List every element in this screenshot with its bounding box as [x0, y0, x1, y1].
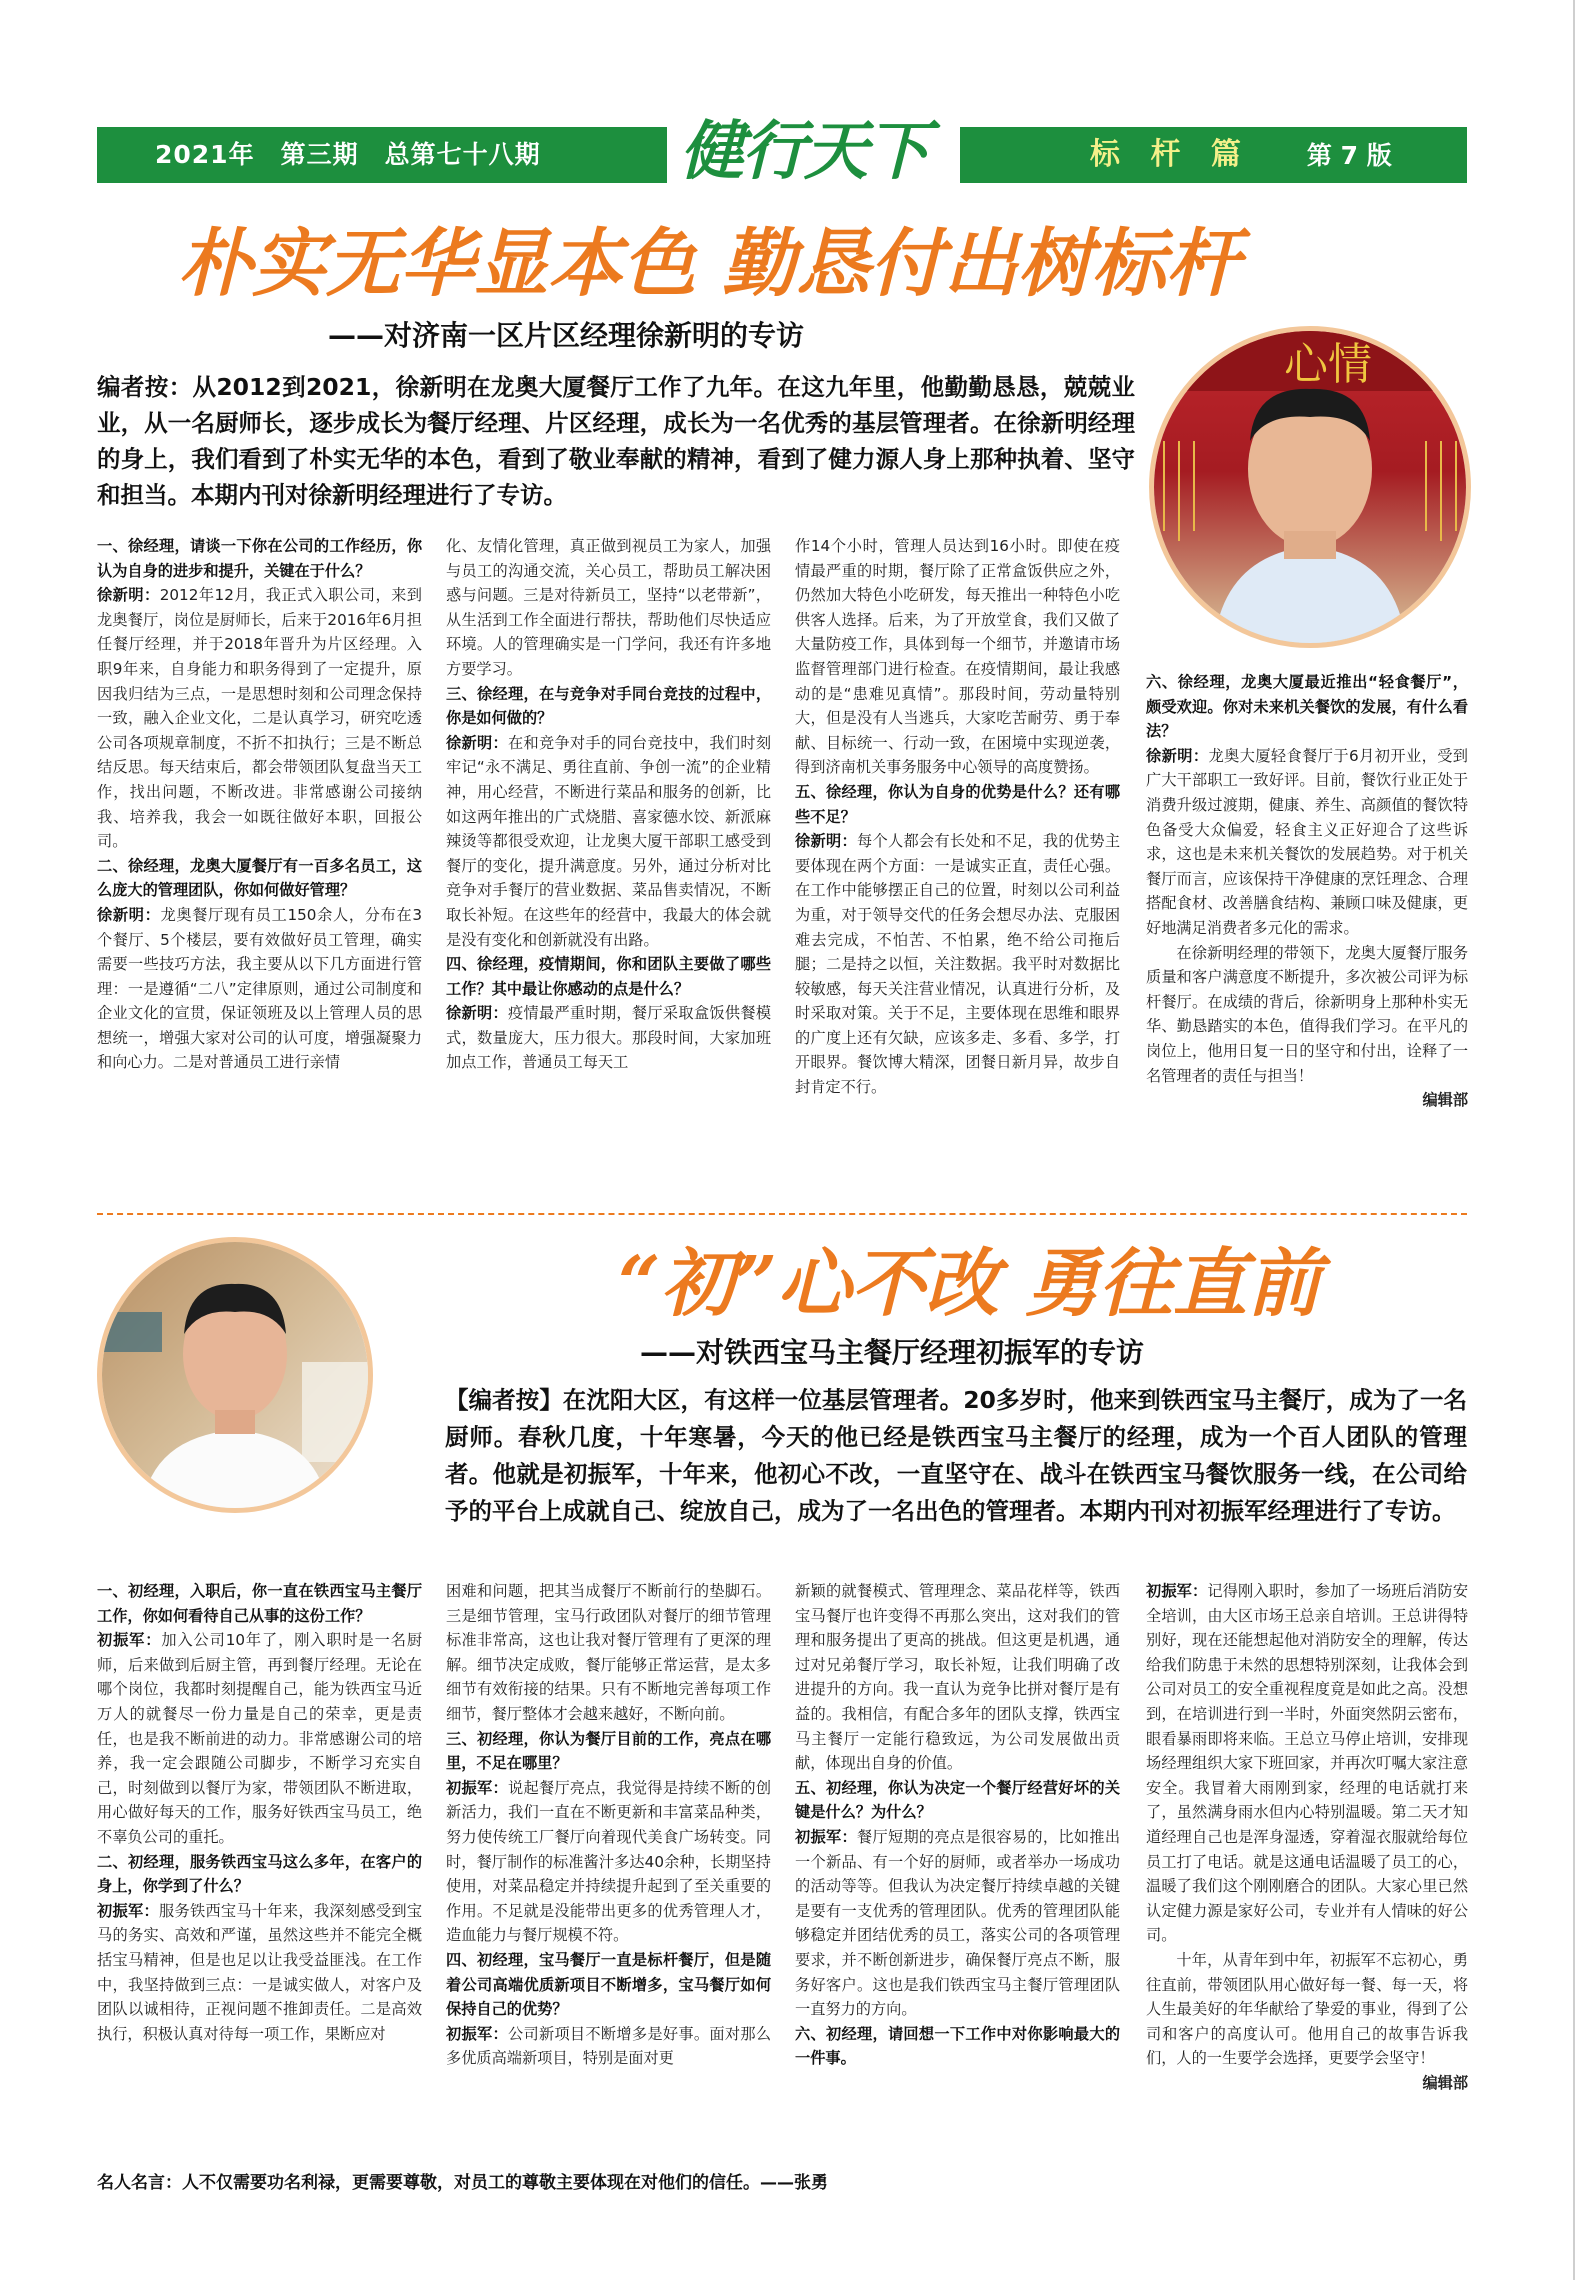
- article2-answer-5: 餐厅短期的亮点是很容易的，比如推出一个新品、有一个好的厨师，或者举办一场成功的活动等等。但我认为决定餐厅持续卓越的关键是要有一支优秀的管理团队。优秀的管理团队能够稳定并团结优秀的员工，落实公司的各项管理要求，并不断创新进步，确保餐厅亮点不断，服务好客户。这也是我们铁西宝马主餐厅管理团队一直努力的方向。: [795, 1827, 1121, 2019]
- article2-answer-1: 加入公司10年了，刚入职时是一名厨师，后来做到后厨主管，再到餐厅经理。无论在哪个岗位，我都时刻提醒自己，能为铁西宝马近万人的就餐尽一份力量是自己的荣幸，更是责任，也是我不断前进的动力。非常感谢公司的培养，我一定会跟随公司脚步，不断学习充实自己，时刻做到以餐厅为家，带领团队不断进取，用心做好每天的工作，服务好铁西宝马员工，绝不辜负公司的重托。: [97, 1631, 423, 1846]
- article1-answer-2-cont: 化、友情化管理，真正做到视员工为家人，加强与员工的沟通交流，关心员工，帮助员工解决困惑与问题。三是对待新员工，坚持“以老带新”，从生活到工作全面进行帮扶，帮助他们尽快适应环境。人的管理确实是一门学问，我还有许多地方要学习。: [446, 537, 771, 678]
- portrait-xu-image: [1154, 331, 1466, 643]
- article2-question-6: 六、初经理，请回想一下工作中对你影响最大的一件事。: [795, 2024, 1120, 2068]
- section-label: 标 杆 篇: [1090, 137, 1251, 172]
- article2-signature: 编辑部: [1422, 2073, 1468, 2092]
- issue-bar: [97, 127, 667, 183]
- section-divider: [97, 1213, 1467, 1215]
- article1-answer-4: 疫情最严重时期，餐厅采取盒饭供餐模式，数量庞大，压力很大。那段时间，大家加班加点工作，普通员工每天工: [446, 1004, 772, 1072]
- article1-speaker: 徐新明：: [1146, 746, 1209, 765]
- article2-answer-2-cont: 困难和问题，把其当成餐厅不断前行的垫脚石。三是细节管理，宝马行政团队对餐厅的细节管理标准非常高，这也让我对餐厅管理有了更深的理解。细节决定成败，餐厅能够正常运营，是太多细节有效衔接的结果。只有不断地完善每项工作细节，餐厅整体才会越来越好，不断向前。: [446, 1582, 771, 1723]
- article1-question-3: 三、徐经理，在与竞争对手同台竞技的过程中，你是如何做的？: [446, 684, 771, 728]
- issue-label: 2021年 第三期 总第七十八期: [155, 140, 541, 169]
- article1-answer-4-cont: 作14个小时，管理人员达到16小时。即使在疫情最严重的时期，餐厅除了正常盒饭供应之外，仍然加大特色小吃研发，每天推出一种特色小吃供客人选择。后来，为了开放堂食，我们又做了大量防疫工作，具体到每一个细节，并邀请市场监督管理部门进行检查。在疫情期间，最让我感动的是“患难见真情”。那段时间，劳动量特别大，但是没有人当逃兵，大家吃苦耐劳、勇于奉献、目标统一、行动一致，在困境中实现逆袭，得到济南机关事务服务中心领导的高度赞扬。: [795, 537, 1120, 777]
- edition-label: 第 7 版: [1306, 141, 1392, 170]
- svg-text:心情: 心情: [1284, 339, 1372, 390]
- article2-speaker: 初振军：: [1146, 1582, 1208, 1600]
- article1-question-5: 五、徐经理，你认为自身的优势是什么？还有哪些不足？: [795, 782, 1120, 826]
- article1-question-2: 二、徐经理，龙奥大厦餐厅有一百多名员工，这么庞大的管理团队，你如何做好管理？: [97, 856, 422, 900]
- article2-answer-2: 服务铁西宝马十年来，我深刻感受到宝马的务实、高效和严谨，虽然这些并不能完全概括宝马精神，但是也足以让我受益匪浅。在工作中，我坚持做到三点：一是诚实做人，对客户及团队以诚相待，正视问题不推卸责任。二是高效执行，积极认真对待每一项工作，果断应对: [97, 1901, 423, 2043]
- article1-speaker: 徐新明：: [795, 832, 857, 851]
- article1-column-2: [446, 534, 771, 1075]
- article1-column-3: [795, 534, 1120, 1100]
- article2-closing: 十年，从青年到中年，初振军不忘初心，勇往直前，带领团队用心做好每一餐、每一天，将人生最美好的年华献给了挚爱的事业，得到了公司和客户的高度认可。他用自己的故事告诉我们，人的一生要学会选择，更要学会坚守！: [1146, 1950, 1468, 2068]
- article1-title: 朴实无华显本色 勤恳付出树标杆: [178, 221, 1240, 307]
- article1-editor-note: 编者按：从2012到2021，徐新明在龙奥大厦餐厅工作了九年。在这九年里，他勤勤恳恳，兢兢业业，从一名厨师长，逐步成长为餐厅经理、片区经理，成长为一名优秀的基层管理者。在徐新明经理的身上，我们看到了朴实无华的本色，看到了敬业奉献的精神，看到了健力源人身上那种执着、坚守和担当。本期内刊对徐新明经理进行了专访。: [97, 373, 1135, 509]
- article2-question-2: 二、初经理，服务铁西宝马这么多年，在客户的身上，你学到了什么？: [97, 1852, 422, 1896]
- article2-title: “初”心不改 勇往直前: [618, 1241, 1321, 1327]
- article1-question-6: 六、徐经理，龙奥大厦最近推出“轻食餐厅”，颇受欢迎。你对未来机关餐饮的发展，有什么看法？: [1146, 673, 1468, 741]
- article1-speaker: 徐新明：: [446, 733, 508, 752]
- article1-portrait-photo: [1149, 326, 1471, 648]
- page-edge-line: [1573, 0, 1575, 2280]
- article1-speaker: 徐新明：: [97, 905, 161, 924]
- article2-speaker: 初振军：: [97, 1631, 162, 1650]
- article1-column-4: [1146, 670, 1468, 1113]
- article2-question-5: 五、初经理，你认为决定一个餐厅经营好坏的关键是什么？为什么？: [795, 1778, 1120, 1822]
- article2-speaker: 初振军：: [97, 1901, 159, 1920]
- article1-question-1: 一、徐经理，请谈一下你在公司的工作经历，你认为自身的进步和提升，关键在于什么？: [97, 537, 422, 580]
- article2-answer-6: 记得刚入职时，参加了一场班后消防安全培训，由大区市场王总亲自培训。王总讲得特别好，现在还能想起他对消防安全的理解，传达给我们防患于未然的思想特别深刻，让我体会到公司对员工的安全重视程度竟是如此之高。没想到，在培训进行到一半时，外面突然阴云密布，眼看暴雨即将来临。王总立马停止培训，安排现场经理组织大家下班回家，并再次叮嘱大家注意安全。我冒着大雨刚到家，经理的电话就打来了，虽然满身雨水但内心特别温暖。第二天才知道经理自己也是浑身湿透，穿着湿衣服就给每位员工打了电话。就是这通电话温暖了员工的心，温暖了我们这个刚刚磨合的团队。大家心里已然认定健力源是家好公司，专业并有人情味的好公司。: [1146, 1582, 1469, 1945]
- article2-editor-note: 【编者按】在沈阳大区，有这样一位基层管理者。20多岁时，他来到铁西宝马主餐厅，成为了一名厨师。春秋几度，十年寒暑，今天的他已经是铁西宝马主餐厅的经理，成为一个百人团队的管理者。他就是初振军，十年来，他初心不改，一直坚守在、战斗在铁西宝马餐饮服务一线，在公司给予的平台上成就自己、绽放自己，成为了一名出色的管理者。本期内刊对初振军经理进行了专访。: [445, 1386, 1467, 1525]
- article1-speaker: 徐新明：: [446, 1004, 508, 1023]
- article2-question-3: 三、初经理，你认为餐厅目前的工作，亮点在哪里，不足在哪里？: [446, 1729, 771, 1773]
- article1-answer-6: 龙奥大厦轻食餐厅于6月初开业，受到广大干部职工一致好评。目前，餐饮行业正处于消费升级过渡期，健康、养生、高颜值的餐饮特色备受大众偏爱，轻食主义正好迎合了这些诉求，这也是未来机关餐饮的发展趋势。对于机关餐厅而言，应该保持干净健康的烹饪理念、合理搭配食材、改善膳食结构、兼顾口味及健康，更好地满足消费者多元化的需求。: [1146, 746, 1468, 937]
- article2-answer-4-cont: 新颖的就餐模式、管理理念、菜品花样等，铁西宝马餐厅也许变得不再那么突出，这对我们的管理和服务提出了更高的挑战。但这更是机遇，通过对兄弟餐厅学习，取长补短，让我们明确了改进提升的方向。我一直认为竞争比拼对餐厅是有益的。我相信，有配合多年的团队支撑，铁西宝马主餐厅一定能行稳致远，为公司发展做出贡献，体现出自身的价值。: [795, 1582, 1120, 1773]
- article2-column-1: [97, 1579, 422, 2046]
- article2-question-4: 四、初经理，宝马餐厅一直是标杆餐厅，但是随着公司高端优质新项目不断增多，宝马餐厅如何保持自己的优势？: [446, 1950, 771, 2019]
- article1-speaker: 徐新明：: [97, 586, 160, 605]
- article1-question-4: 四、徐经理，疫情期间，你和团队主要做了哪些工作？其中最让你感动的点是什么？: [446, 955, 771, 998]
- portrait-chu-image: [102, 1242, 368, 1508]
- article2-column-4: [1146, 1579, 1468, 2095]
- article2-answer-4: 公司新项目不断增多是好事。面对那么多优质高端新项目，特别是面对更: [446, 2024, 772, 2068]
- article2-speaker: 初振军：: [795, 1827, 857, 1846]
- article1-signature: 编辑部: [1422, 1091, 1468, 1110]
- article1-column-1: [97, 534, 422, 1075]
- article2-column-2: [446, 1579, 771, 2071]
- article2-speaker: 初振军：: [446, 2024, 508, 2043]
- article2-column-3: [795, 1579, 1120, 2071]
- article2-portrait-photo: [97, 1237, 373, 1513]
- article1-subtitle: ——对济南一区片区经理徐新明的专访: [328, 319, 805, 352]
- article1-answer-1: 2012年12月，我正式入职公司，来到龙奥餐厅，岗位是厨师长，后来于2016年6月担任餐厅经理，并于2018年晋升为片区经理。入职9年来，自身能力和职务得到了一定提升，原因我归结为三点，一是思想时刻和公司理念保持一致，融入企业文化，二是认真学习，研究吃透公司各项规章制度，不折不扣执行；三是不断总结反思。每天结束后，都会带领团队复盘当天工作，找出问题，不断改进。非常感谢公司接纳我、培养我，我会一如既往做好本职，回报公司。: [97, 586, 422, 851]
- article1-answer-2: 龙奥餐厅现有员工150余人，分布在3个餐厅、5个楼层，要有效做好员工管理，确实需要一些技巧方法，我主要从以下几方面进行管理：一是遵循“二八”定律原则，通过公司制度和企业文化的宣贯，保证领班及以上管理人员的思想统一，增强大家对公司的认可度，增强凝聚力和向心力。二是对普通员工进行亲情: [97, 905, 422, 1072]
- article1-answer-3: 在和竞争对手的同台竞技中，我们时刻牢记“永不满足、勇往直前、争创一流”的企业精神，用心经营，不断进行菜品和服务的创新，比如这两年推出的广式烧腊、喜家德水饺、新派麻辣烫等都很受欢迎，让龙奥大厦干部职工感受到餐厅的变化，提升满意度。另外，通过分析对比竞争对手餐厅的营业数据、菜品售卖情况，不断取长补短。在这些年的经营中，我最大的体会就是没有变化和创新就没有出路。: [446, 733, 772, 949]
- section-bar: [960, 127, 1467, 183]
- article2-speaker: 初振军：: [446, 1778, 508, 1797]
- article2-answer-3: 说起餐厅亮点，我觉得是持续不断的创新活力，我们一直在不断更新和丰富菜品种类，努力使传统工厂餐厅向着现代美食广场转变。同时，餐厅制作的标准酱汁多达40余种，长期坚持使用，对菜品稳定并持续提升起到了至关重要的作用。不足就是没能带出更多的优秀管理人才，造血能力与餐厅规模不符。: [446, 1778, 772, 1945]
- masthead-logo: 健行天下: [680, 114, 928, 189]
- article2-question-1: 一、初经理，入职后，你一直在铁西宝马主餐厅工作，你如何看待自己从事的这份工作？: [97, 1582, 422, 1625]
- famous-quote: 名人名言：人不仅需要功名利禄，更需要尊敬，对员工的尊敬主要体现在对他们的信任。——张勇: [97, 2173, 828, 2193]
- article2-subtitle: ——对铁西宝马主餐厅经理初振军的专访: [640, 1336, 1145, 1369]
- article1-closing: 在徐新明经理的带领下，龙奥大厦餐厅服务质量和客户满意度不断提升，多次被公司评为标杆餐厅。在成绩的背后，徐新明身上那种朴实无华、勤恳踏实的本色，值得我们学习。在平凡的岗位上，他用日复一日的坚守和付出，诠释了一名管理者的责任与担当！: [1146, 943, 1468, 1085]
- article1-answer-5: 每个人都会有长处和不足，我的优势主要体现在两个方面：一是诚实正直，责任心强。在工作中能够摆正自己的位置，时刻以公司利益为重，对于领导交代的任务会想尽办法、克服困难去完成，不怕苦、不怕累，绝不给公司拖后腿；二是持之以恒，关注数据。我平时对数据比较敏感，每天关注营业情况，认真进行分析，及时采取对策。关于不足，主要体现在思维和眼界的广度上还有欠缺，应该多走、多看、多学，打开眼界。餐饮博大精深，团餐日新月异，故步自封肯定不行。: [795, 832, 1121, 1097]
